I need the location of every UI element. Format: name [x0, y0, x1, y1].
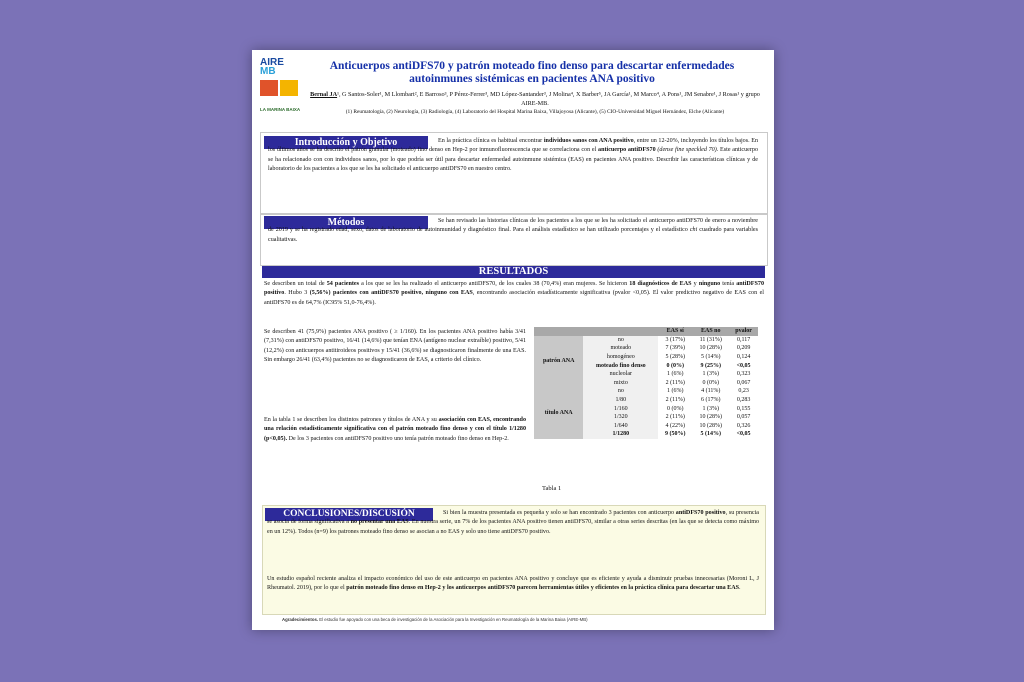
table-row [534, 387, 758, 396]
table-cell: 0,117 [736, 336, 751, 343]
table-cell: homogéneo [583, 353, 658, 362]
table-header [583, 327, 658, 336]
table-cell: 11 (31%) [699, 336, 722, 343]
table-cell: no [583, 387, 658, 396]
table-cell: moteado fino denso [583, 361, 658, 370]
table-cell: 1 (3%) [702, 405, 719, 412]
table-cell: nucleolar [583, 370, 658, 379]
table-cell: 3 (17%) [665, 336, 685, 343]
table-cell: 0,326 [736, 422, 751, 429]
table-cell: 1/640 [583, 422, 658, 431]
table-cell: 0,283 [736, 397, 751, 404]
table-cell: <0,05 [736, 362, 751, 369]
table-header: EAS no [692, 327, 729, 336]
table-cell: 5 (14%) [700, 354, 721, 361]
table-cell: 0,23 [738, 388, 749, 395]
table-header: EAS sí [658, 327, 692, 336]
results-table-text: En la tabla 1 se describen los distintos patrones y títulos de ANA y su asociación con EAS, encontrando una relación estadísticamente significativa con el patrón moteado fino denso y con el título 1/1280 (p<0,05). De los 3 pacientes con antiDFS70 positivo uno tenía patrón moteado fino denso en Hep-2. [264, 417, 526, 442]
acknowledgements: Agradecimientos. El estudio fue apoyado con una beca de investigación de la Asociación para la Investigación en Reumatología de la Marina Baixa (AIRE-MB) [282, 617, 588, 622]
results-heading: RESULTADOS [262, 266, 765, 278]
table-cell: 10 (28%) [699, 345, 722, 352]
methods-text: Se han revisado las historias clínicas de los pacientes a los que se les ha solicitado el anticuerpo antiDFS70 de enero a noviembre de 2019 y se ha registrado edad, sexo, datos de laboratorio de autoinmunidad y diagnóstico final. Para el análisis estadístico se han utilizado porcentajes y el estadístico chi cuadrado para variables cualitativas. [268, 218, 758, 243]
table-cell: 5 (14%) [700, 431, 721, 438]
table-cell: 4 (11%) [701, 388, 721, 395]
logo-group [260, 58, 306, 112]
table-cell: 1 (6%) [666, 388, 684, 395]
table-cell: 10 (28%) [699, 422, 722, 429]
table-cell: 10 (28%) [699, 414, 722, 421]
table-cell: 1 (6%) [666, 371, 684, 378]
table-cell: 0 (0%) [666, 362, 684, 369]
conclusions-text: Si bien la muestra presentada es pequeña y solo se han encontrado 3 pacientes con anticuerpo antiDFS70 positivo, su presencia se asocia de forma significativa a no presentar una EAS. En nuestra serie, un 7% de los pacientes ANA positivo tienen antiDFS70, similar a otras series descritas (en las que se detecta como máximo en un 12%). Todos (n=9) los patrones moteado fino denso se asocian a no EAS y solo uno tiene antiDFS70 positivo. [267, 510, 759, 535]
table-header-row [534, 327, 758, 336]
conclusions-text-2: Un estudio español reciente analiza el impacto económico del uso de este anticuerpo en pacientes ANA positivo y concluye que es eficiente y ayuda a disminuir pruebas innecesarias (Moroni L, J Rheumatol. 2019), por lo que el patrón moteado fino denso en Hep-2 y los anticuerpos antiDFS70 parecen herramientas útiles y eficientes en la práctica clínica para descartar una EAS. [267, 576, 759, 592]
intro-heading: Introducción y Objetivo [264, 136, 428, 149]
table-cell: 5 (28%) [665, 354, 685, 361]
table-cell: 9 (25%) [700, 362, 721, 369]
table-cell: 1/1280 [583, 430, 658, 439]
table-cell: 0,124 [736, 354, 751, 361]
table-cell: 1/80 [583, 396, 658, 405]
table-cell: 0,067 [736, 379, 751, 386]
table-cell: 2 (11%) [665, 379, 685, 386]
authors: Bernal JA¹, G Santos-Soler¹, M Llombart², E Barroso³, P Pérez-Ferrer³, MD López-Santander³, J Molina⁴, X Barber⁵, JA García¹, M Marco⁴, A Pons¹, JM Senabre¹, J Rosas¹ y grupo AIRE-MB. [310, 91, 760, 107]
table-cell: 0,323 [736, 371, 751, 378]
poster [252, 50, 774, 630]
table-cell: 0 (0%) [702, 379, 719, 386]
table-header [534, 327, 583, 336]
table-row [534, 336, 758, 345]
table-caption: Tabla 1 [542, 485, 562, 492]
table-cell: 0,209 [736, 345, 751, 352]
marina-baixa-logo: LA MARINA BAIXA [260, 107, 301, 112]
table-group-label: patrón ANA [534, 336, 583, 388]
conclusions-section [262, 505, 766, 615]
table-header: pvalor [729, 327, 758, 336]
table-cell: 4 (22%) [665, 422, 685, 429]
results-table [534, 327, 758, 439]
conclusions-heading: CONCLUSIONES/DISCUSIÓN [265, 508, 433, 521]
affiliations: (1) Reumatología, (2) Neurología, (3) Radiología, (4) Laboratorio del Hospital Marina Baixa, Villajoyosa (Alicante), (5) CIO-Universidad Miguel Hernández, Elche (Alicante) [345, 109, 725, 115]
hospital-logo [260, 76, 306, 101]
table-cell: 0,155 [736, 405, 751, 412]
results-ana-text: Se describen 41 (75,9%) pacientes ANA positivo ( ≥ 1/160). En los pacientes ANA positivo había 3/41 (7,31%) con antiDFS70 positivo, 16/41 (14,6%) que tenían ENA (antígeno nuclear extraíble) positivo, 5/41 (12,2%) con anticuerpos antitiroideos positivos y 15/41 (36,6%) se diagnosticaron finalmente de una EAS. Sin embargo 26/41 (63,4%) pacientes no se diagnosticaron de EAS, a criterio del clínico. [264, 329, 526, 364]
table-cell: 1/160 [583, 404, 658, 413]
table-cell: 7 (39%) [665, 345, 685, 352]
intro-text: En la práctica clínica es habitual encontrar individuos sanos con ANA positivo, entre un 12-20%, incluyendo los títulos bajos. En los últimos años se ha descrito el patrón granular (moteado) fino denso en Hep-2 por inmunofluorescencia que se correlaciona con el anticuerpo antiDFS70 (dense fine speckled 70). Este anticuerpo se ha relacionado con con individuos sanos, por lo que podría ser útil para descartar enfermedad autoinmune sistémica (EAS) en pacientes ANA positivo. Describir las características clínicas y de laboratorio de los pacientes a los que se les ha solicitado el anticuerpo antiDFS70 en nuestro centro. [268, 138, 758, 173]
aire-mb-logo: AIRE MB [260, 57, 284, 77]
table-cell: <0,05 [736, 431, 751, 438]
table-cell: 1/320 [583, 413, 658, 422]
table-cell: 2 (11%) [665, 397, 685, 404]
poster-title: Anticuerpos antiDFS70 y patrón moteado fino denso para descartar enfermedades autoinmunes sistémicas en pacientes ANA positivo [329, 60, 735, 85]
table-group-label: título ANA [534, 387, 583, 439]
table-cell: 0,057 [736, 414, 751, 421]
table-cell: mixto [583, 379, 658, 388]
table-cell: moteado [583, 344, 658, 353]
table-cell: 0 (0%) [666, 405, 684, 412]
table-cell: 9 (50%) [664, 431, 686, 438]
table-cell: 6 (17%) [700, 397, 721, 404]
table-cell: no [583, 336, 658, 345]
results-intro: Se describen un total de 54 pacientes a los que se les ha realizado el anticuerpo antiDFS70, de los cuales 38 (70,4%) eran mujeres. Se hicieron 18 diagnósticos de EAS y ninguno tenía antiDFS70 positivo. Hubo 3 (5,56%) pacientes con antiDFS70 positivo, ninguno con EAS, encontrando asociación estadísticamente significativa (pvalor <0,05). El valor predictivo negativo de EAS con el antiDFS70 es de 64,7% (IC95% 51,0-76,4%). [264, 281, 765, 306]
table-cell: 1 (3%) [702, 371, 719, 378]
table-cell: 2 (11%) [665, 414, 685, 421]
methods-heading: Métodos [264, 216, 428, 229]
